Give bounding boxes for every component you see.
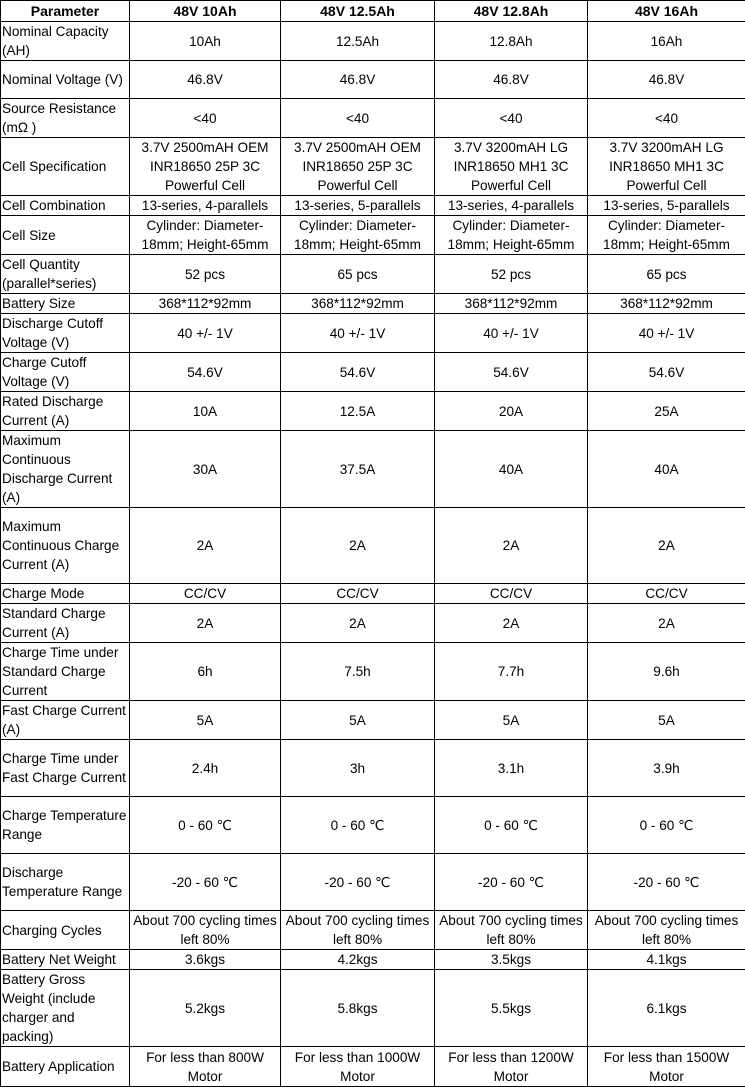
cell-value: -20 - 60 ℃	[588, 854, 745, 911]
cell-value: 3.7V 3200mAH LG INR18650 MH1 3C Powerful Cell	[435, 138, 588, 196]
table-row	[1, 99, 745, 138]
table-row	[1, 1047, 745, 1087]
cell-value: 46.8V	[435, 61, 588, 99]
cell-value: 13-series, 4-parallels	[130, 196, 281, 216]
table-row	[1, 740, 745, 797]
cell-value: 3.5kgs	[435, 950, 588, 970]
cell-value: 7.5h	[281, 643, 435, 701]
row-label: Charge Cutoff Voltage (V)	[1, 353, 130, 392]
cell-value: 52 pcs	[130, 255, 281, 294]
table-row	[1, 138, 745, 196]
cell-value: 13-series, 4-parallels	[435, 196, 588, 216]
cell-value: 2A	[435, 508, 588, 584]
cell-value: CC/CV	[130, 584, 281, 604]
cell-value: 2A	[281, 508, 435, 584]
cell-value: 2.4h	[130, 740, 281, 797]
cell-value: 6.1kgs	[588, 970, 745, 1047]
cell-value: 5A	[435, 701, 588, 740]
cell-value: 40A	[435, 431, 588, 508]
cell-value: For less than 1500W Motor	[588, 1047, 745, 1087]
row-label: Battery Size	[1, 294, 130, 314]
cell-value: 40A	[588, 431, 745, 508]
cell-value: 2A	[130, 508, 281, 584]
cell-value: 54.6V	[130, 353, 281, 392]
cell-value: Cylinder: Diameter-18mm; Height-65mm	[130, 216, 281, 255]
cell-value: 3.9h	[588, 740, 745, 797]
cell-value: 0 - 60 ℃	[130, 797, 281, 854]
cell-value: For less than 1000W Motor	[281, 1047, 435, 1087]
cell-value: 20A	[435, 392, 588, 431]
cell-value: 54.6V	[588, 353, 745, 392]
cell-value: Cylinder: Diameter-18mm; Height-65mm	[281, 216, 435, 255]
cell-value: 3.7V 3200mAH LG INR18650 MH1 3C Powerful Cell	[588, 138, 745, 196]
cell-value: For less than 1200W Motor	[435, 1047, 588, 1087]
cell-value: 12.5A	[281, 392, 435, 431]
cell-value: <40	[588, 99, 745, 138]
cell-value: -20 - 60 ℃	[130, 854, 281, 911]
row-label: Charge Temperature Range	[1, 797, 130, 854]
row-label: Nominal Voltage (V)	[1, 61, 130, 99]
cell-value: 4.2kgs	[281, 950, 435, 970]
cell-value: 16Ah	[588, 22, 745, 61]
cell-value: Cylinder: Diameter-18mm; Height-65mm	[435, 216, 588, 255]
cell-value: 13-series, 5-parallels	[281, 196, 435, 216]
table-row	[1, 392, 745, 431]
cell-value: 9.6h	[588, 643, 745, 701]
header-48v-12-5ah: 48V 12.5Ah	[281, 1, 435, 22]
table-row	[1, 643, 745, 701]
cell-value: -20 - 60 ℃	[435, 854, 588, 911]
cell-value: 2A	[588, 604, 745, 643]
cell-value: 40 +/- 1V	[130, 314, 281, 353]
cell-value: 5.8kgs	[281, 970, 435, 1047]
table-row	[1, 950, 745, 970]
cell-value: 46.8V	[281, 61, 435, 99]
row-label: Cell Specification	[1, 138, 130, 196]
table-row	[1, 314, 745, 353]
cell-value: 0 - 60 ℃	[435, 797, 588, 854]
table-row	[1, 255, 745, 294]
cell-value: 5A	[588, 701, 745, 740]
cell-value: 65 pcs	[588, 255, 745, 294]
cell-value: Cylinder: Diameter-18mm; Height-65mm	[588, 216, 745, 255]
cell-value: 0 - 60 ℃	[588, 797, 745, 854]
cell-value: 5.5kgs	[435, 970, 588, 1047]
table-row	[1, 911, 745, 950]
cell-value: 52 pcs	[435, 255, 588, 294]
row-label: Fast Charge Current (A)	[1, 701, 130, 740]
cell-value: 54.6V	[435, 353, 588, 392]
cell-value: 2A	[130, 604, 281, 643]
cell-value: 10A	[130, 392, 281, 431]
cell-value: 40 +/- 1V	[281, 314, 435, 353]
row-label: Standard Charge Current (A)	[1, 604, 130, 643]
cell-value: 46.8V	[588, 61, 745, 99]
table-row	[1, 61, 745, 99]
cell-value: 40 +/- 1V	[588, 314, 745, 353]
cell-value: 0 - 60 ℃	[281, 797, 435, 854]
cell-value: CC/CV	[435, 584, 588, 604]
cell-value: 3.1h	[435, 740, 588, 797]
cell-value: 5A	[130, 701, 281, 740]
cell-value: About 700 cycling times left 80%	[435, 911, 588, 950]
cell-value: 12.8Ah	[435, 22, 588, 61]
cell-value: 12.5Ah	[281, 22, 435, 61]
row-label: Maximum Continuous Charge Current (A)	[1, 508, 130, 584]
row-label: Charge Mode	[1, 584, 130, 604]
row-label: Cell Quantity (parallel*series)	[1, 255, 130, 294]
row-label: Charge Time under Fast Charge Current	[1, 740, 130, 797]
row-label: Cell Combination	[1, 196, 130, 216]
row-label: Battery Application	[1, 1047, 130, 1087]
table-row	[1, 701, 745, 740]
cell-value: 368*112*92mm	[130, 294, 281, 314]
header-48v-16ah: 48V 16Ah	[588, 1, 745, 22]
cell-value: <40	[130, 99, 281, 138]
cell-value: 5A	[281, 701, 435, 740]
cell-value: 3h	[281, 740, 435, 797]
cell-value: 2A	[281, 604, 435, 643]
cell-value: CC/CV	[281, 584, 435, 604]
cell-value: 6h	[130, 643, 281, 701]
cell-value: 3.7V 2500mAH OEM INR18650 25P 3C Powerful Cell	[130, 138, 281, 196]
row-label: Charge Time under Standard Charge Current	[1, 643, 130, 701]
row-label: Nominal Capacity (AH)	[1, 22, 130, 61]
cell-value: 368*112*92mm	[435, 294, 588, 314]
cell-value: 54.6V	[281, 353, 435, 392]
row-label: Discharge Temperature Range	[1, 854, 130, 911]
row-label: Rated Discharge Current (A)	[1, 392, 130, 431]
cell-value: 7.7h	[435, 643, 588, 701]
cell-value: 3.6kgs	[130, 950, 281, 970]
header-48v-10ah: 48V 10Ah	[130, 1, 281, 22]
cell-value: CC/CV	[588, 584, 745, 604]
table-row	[1, 604, 745, 643]
table-row	[1, 196, 745, 216]
cell-value: About 700 cycling times left 80%	[588, 911, 745, 950]
cell-value: 25A	[588, 392, 745, 431]
cell-value: About 700 cycling times left 80%	[130, 911, 281, 950]
header-48v-12-8ah: 48V 12.8Ah	[435, 1, 588, 22]
cell-value: 65 pcs	[281, 255, 435, 294]
cell-value: 4.1kgs	[588, 950, 745, 970]
cell-value: 368*112*92mm	[281, 294, 435, 314]
row-label: Battery Gross Weight (include charger and packing)	[1, 970, 130, 1047]
row-label: Maximum Continuous Discharge Current (A)	[1, 431, 130, 508]
cell-value: 13-series, 5-parallels	[588, 196, 745, 216]
cell-value: <40	[281, 99, 435, 138]
row-label: Discharge Cutoff Voltage (V)	[1, 314, 130, 353]
table-row	[1, 970, 745, 1047]
table-row	[1, 294, 745, 314]
cell-value: About 700 cycling times left 80%	[281, 911, 435, 950]
cell-value: 5.2kgs	[130, 970, 281, 1047]
row-label: Cell Size	[1, 216, 130, 255]
cell-value: -20 - 60 ℃	[281, 854, 435, 911]
table-row	[1, 854, 745, 911]
cell-value: 3.7V 2500mAH OEM INR18650 25P 3C Powerful Cell	[281, 138, 435, 196]
table-row	[1, 584, 745, 604]
table-row	[1, 22, 745, 61]
table-row	[1, 216, 745, 255]
cell-value: 30A	[130, 431, 281, 508]
table-row	[1, 508, 745, 584]
cell-value: 2A	[435, 604, 588, 643]
table-row	[1, 431, 745, 508]
row-label: Source Resistance (mΩ )	[1, 99, 130, 138]
header-parameter: Parameter	[1, 1, 130, 22]
cell-value: <40	[435, 99, 588, 138]
cell-value: 40 +/- 1V	[435, 314, 588, 353]
cell-value: For less than 800W Motor	[130, 1047, 281, 1087]
table-row	[1, 353, 745, 392]
cell-value: 2A	[588, 508, 745, 584]
cell-value: 368*112*92mm	[588, 294, 745, 314]
row-label: Charging Cycles	[1, 911, 130, 950]
cell-value: 10Ah	[130, 22, 281, 61]
cell-value: 37.5A	[281, 431, 435, 508]
row-label: Battery Net Weight	[1, 950, 130, 970]
cell-value: 46.8V	[130, 61, 281, 99]
table-row	[1, 797, 745, 854]
table-header-row	[1, 1, 745, 22]
